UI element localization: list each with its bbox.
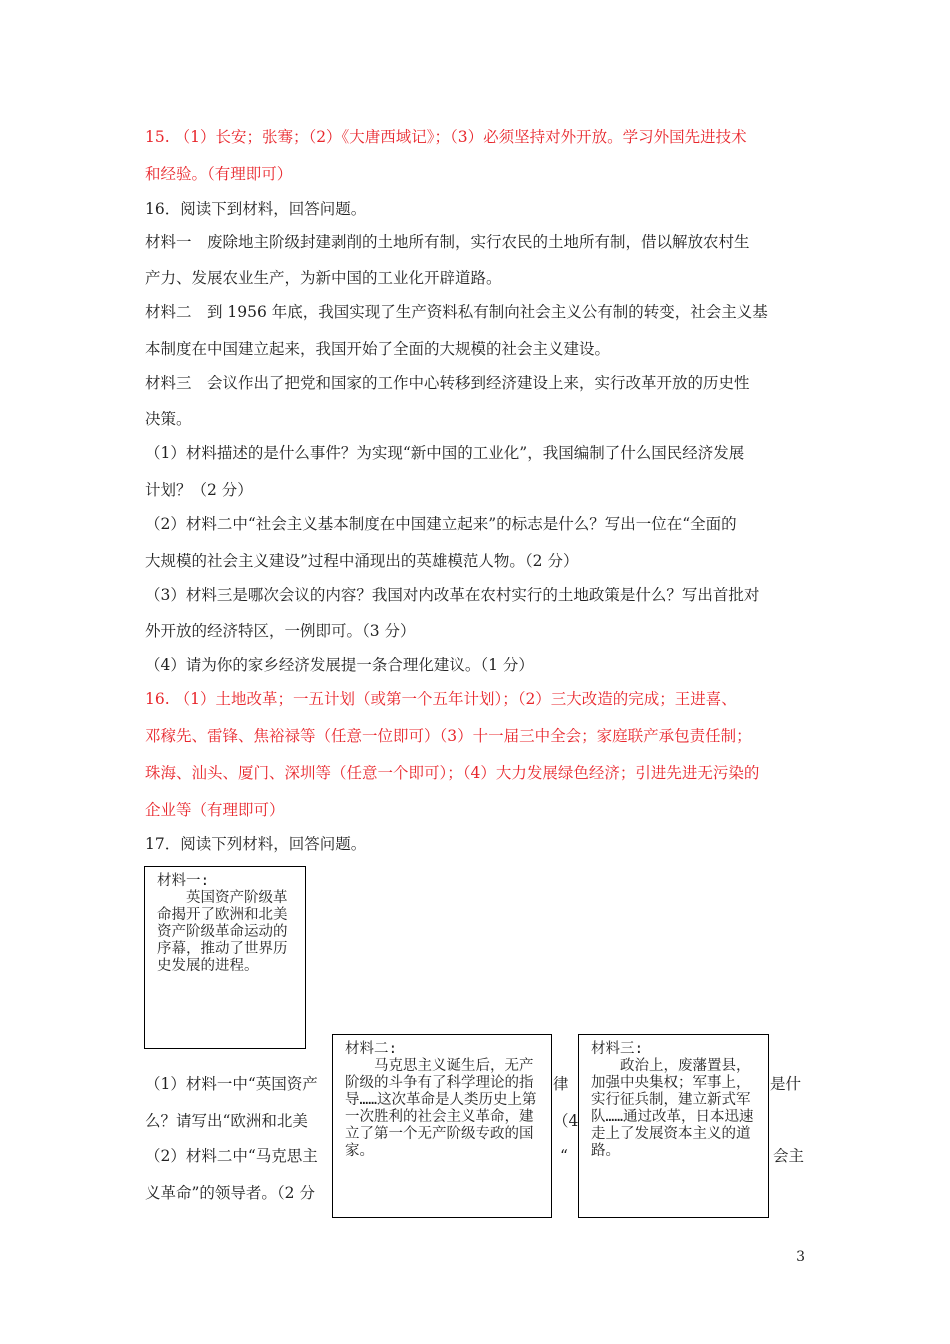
question-16-2-line-1: （2）材料二中“社会主义基本制度在中国建立起来”的标志是什么？写出一位在“全面的 <box>145 515 737 533</box>
material-box-3-title: 材料三: <box>591 1041 644 1057</box>
answer-16-line-2: 邓稼先、雷锋、焦裕禄等（任意一位即可）（3）十一届三中全会；家庭联产承包责任制； <box>145 727 752 745</box>
question-17-2-line-2-start: 义革命”的领导者。（2 分 <box>145 1184 315 1202</box>
material-box-1-text: 英国资产阶级革命揭开了欧洲和北美资产阶级革命运动的序幕，推动了世界历史发展的进程。 <box>157 890 288 974</box>
answer-16-line-4: 企业等（有理即可） <box>145 801 285 819</box>
question-17-1-line-1-end: 是什 <box>770 1075 802 1093</box>
answer-16-line-1: 16. （1）土地改革；一五计划（或第一个五年计划）；（2）三大改造的完成；王进喜、 <box>145 690 737 708</box>
question-16-3-line-1: （3）材料三是哪次会议的内容？我国对内改革在农村实行的土地政策是什么？写出首批对 <box>145 586 760 604</box>
material-box-3 <box>578 1034 769 1218</box>
question-16-4: （4）请为你的家乡经济发展提一条合理化建议。（1 分） <box>145 656 534 674</box>
material-2-line-2: 本制度在中国建立起来，我国开始了全面的大规模的社会主义建设。 <box>145 340 611 358</box>
question-17-2-line-1-end: 会主 <box>773 1147 805 1165</box>
answer-15-line-2: 和经验。（有理即可） <box>145 165 293 183</box>
question-16-1-line-2: 计划？（2 分） <box>145 481 253 499</box>
material-box-2-title: 材料二: <box>345 1041 398 1057</box>
answer-16-line-3: 珠海、汕头、厦门、深圳等（任意一个即可）；（4）大力发展绿色经济；引进先进无污染的 <box>145 764 760 782</box>
question-17-1-line-1-mid: 律 <box>553 1075 569 1093</box>
question-16-2-line-2: 大规模的社会主义建设”过程中涌现出的英雄模范人物。（2 分） <box>145 552 579 570</box>
material-box-2-text: 马克思主义诞生后，无产阶级的斗争有了科学理论的指导……这次革命是人类历史上第一次胜利的社会主义革命，建立了第一个无产阶级专政的国家。 <box>345 1058 537 1159</box>
material-1-line-2: 产力、发展农业生产，为新中国的工业化开辟道路。 <box>145 269 502 287</box>
answer-15-line-1: 15. （1）长安；张骞；（2）《大唐西域记》；（3）必须坚持对外开放。学习外国先进技术 <box>145 128 747 146</box>
question-17-1-line-2-start: 么？请写出“欧洲和北美 <box>145 1112 308 1130</box>
question-17-2-line-1-start: （2）材料二中“马克思主 <box>145 1147 318 1165</box>
question-17-1-line-1-start: （1）材料一中“英国资产 <box>145 1075 318 1093</box>
page-number: 3 <box>796 1249 805 1265</box>
material-box-1-title: 材料一: <box>157 873 210 889</box>
material-3-line-1: 材料三 会议作出了把党和国家的工作中心转移到经济建设上来，实行改革开放的历史性 <box>145 374 750 392</box>
question-16-1-line-1: （1）材料描述的是什么事件？为实现“新中国的工业化”，我国编制了什么国民经济发展 <box>145 444 745 462</box>
question-16-3-line-2: 外开放的经济特区，一例即可。（3 分） <box>145 622 416 640</box>
material-1-line-1: 材料一 废除地主阶级封建剥削的土地所有制，实行农民的土地所有制，借以解放农村生 <box>145 233 750 251</box>
question-16-title: 16．阅读下到材料，回答问题。 <box>145 200 367 218</box>
material-3-line-2: 决策。 <box>145 410 192 428</box>
material-2-line-1: 材料二 到 1956 年底，我国实现了生产资料私有制向社会主义公有制的转变，社会主义基 <box>145 303 768 321</box>
material-box-1 <box>144 866 306 1049</box>
material-box-3-text: 政治上，废藩置县，加强中央集权；军事上，实行征兵制，建立新式军队……通过改革，日本迅速走上了发展资本主义的道路。 <box>591 1058 754 1159</box>
question-17-title: 17．阅读下列材料，回答问题。 <box>145 835 367 853</box>
question-17-1-line-2-mid: （4 <box>553 1112 579 1130</box>
question-17-2-line-1-mid: “ <box>560 1147 568 1165</box>
material-box-2 <box>332 1034 552 1218</box>
